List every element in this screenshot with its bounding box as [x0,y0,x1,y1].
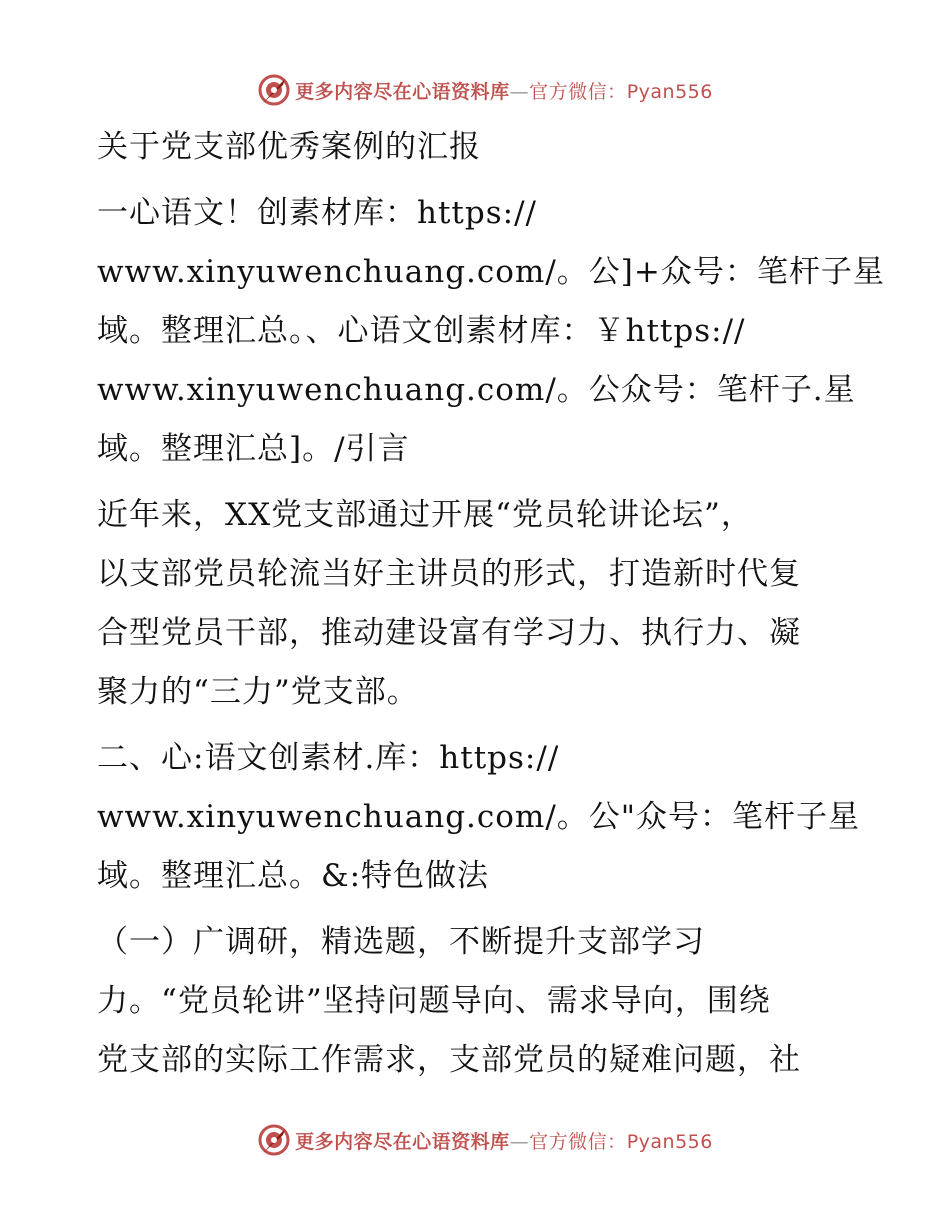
watermark-text [295,1127,713,1154]
watermark-group [257,1123,713,1157]
text-line: 力。“党员轮讲”坚持问题导向、需求导向，围绕 [97,983,771,1019]
watermark-official: 官方微信： [529,80,627,103]
text-line: www.xinyuwenchuang.com/。公"众号：笔杆子星 [97,799,861,835]
document-title [97,118,857,177]
paragraph-intro [97,486,857,722]
watermark-main-text: 更多内容尽在心语资料库 [295,80,510,103]
paragraph-section-two-heading [97,729,861,906]
text-line: 近年来，XX党支部通过开展“党员轮讲论坛”， [97,497,753,533]
watermark-text [295,77,713,104]
watermark-dash: — [509,1130,530,1153]
footer-watermark [0,1120,950,1160]
quill-pen-logo-icon [257,73,291,107]
text-line: 党支部的实际工作需求，支部党员的疑难问题，社 [97,1042,801,1078]
paragraph-intro-heading [97,184,885,479]
text-line: 合型党员干部，推动建设富有学习力、执行力、凝 [97,615,801,651]
text-line: 关于党支部优秀案例的汇报 [97,129,481,165]
watermark-wechat-id: Pyan556 [626,1130,713,1153]
paragraph-subsection-one [97,913,857,1090]
document-body [97,118,885,1097]
header-watermark [0,70,950,110]
text-line: 域。整理汇总。&:特色做法 [97,858,490,894]
text-line: （一）广调研，精选题，不断提升支部学习 [97,924,705,960]
text-line: 以支部党员轮流当好主讲员的形式，打造新时代复 [97,556,801,592]
text-line: 域。整理汇总。、心语文创素材库：￥https:// [97,313,746,349]
watermark-official: 官方微信： [529,1130,627,1153]
text-line: 二、心:语文创素材.库：https:// [97,740,560,776]
quill-pen-logo-icon [257,1123,291,1157]
text-line: 一心语文！创素材库：https:// [97,195,537,231]
watermark-main-text: 更多内容尽在心语资料库 [295,1130,510,1153]
text-line: 聚力的“三力”党支部。 [97,674,419,710]
watermark-wechat-id: Pyan556 [626,80,713,103]
text-line: www.xinyuwenchuang.com/。公]+众号：笔杆子星 [97,254,885,290]
text-line: 域。整理汇总]。/引言 [97,431,410,467]
watermark-dash: — [509,80,530,103]
watermark-group [257,73,713,107]
text-line: www.xinyuwenchuang.com/。公众号：笔杆子.星 [97,372,856,408]
